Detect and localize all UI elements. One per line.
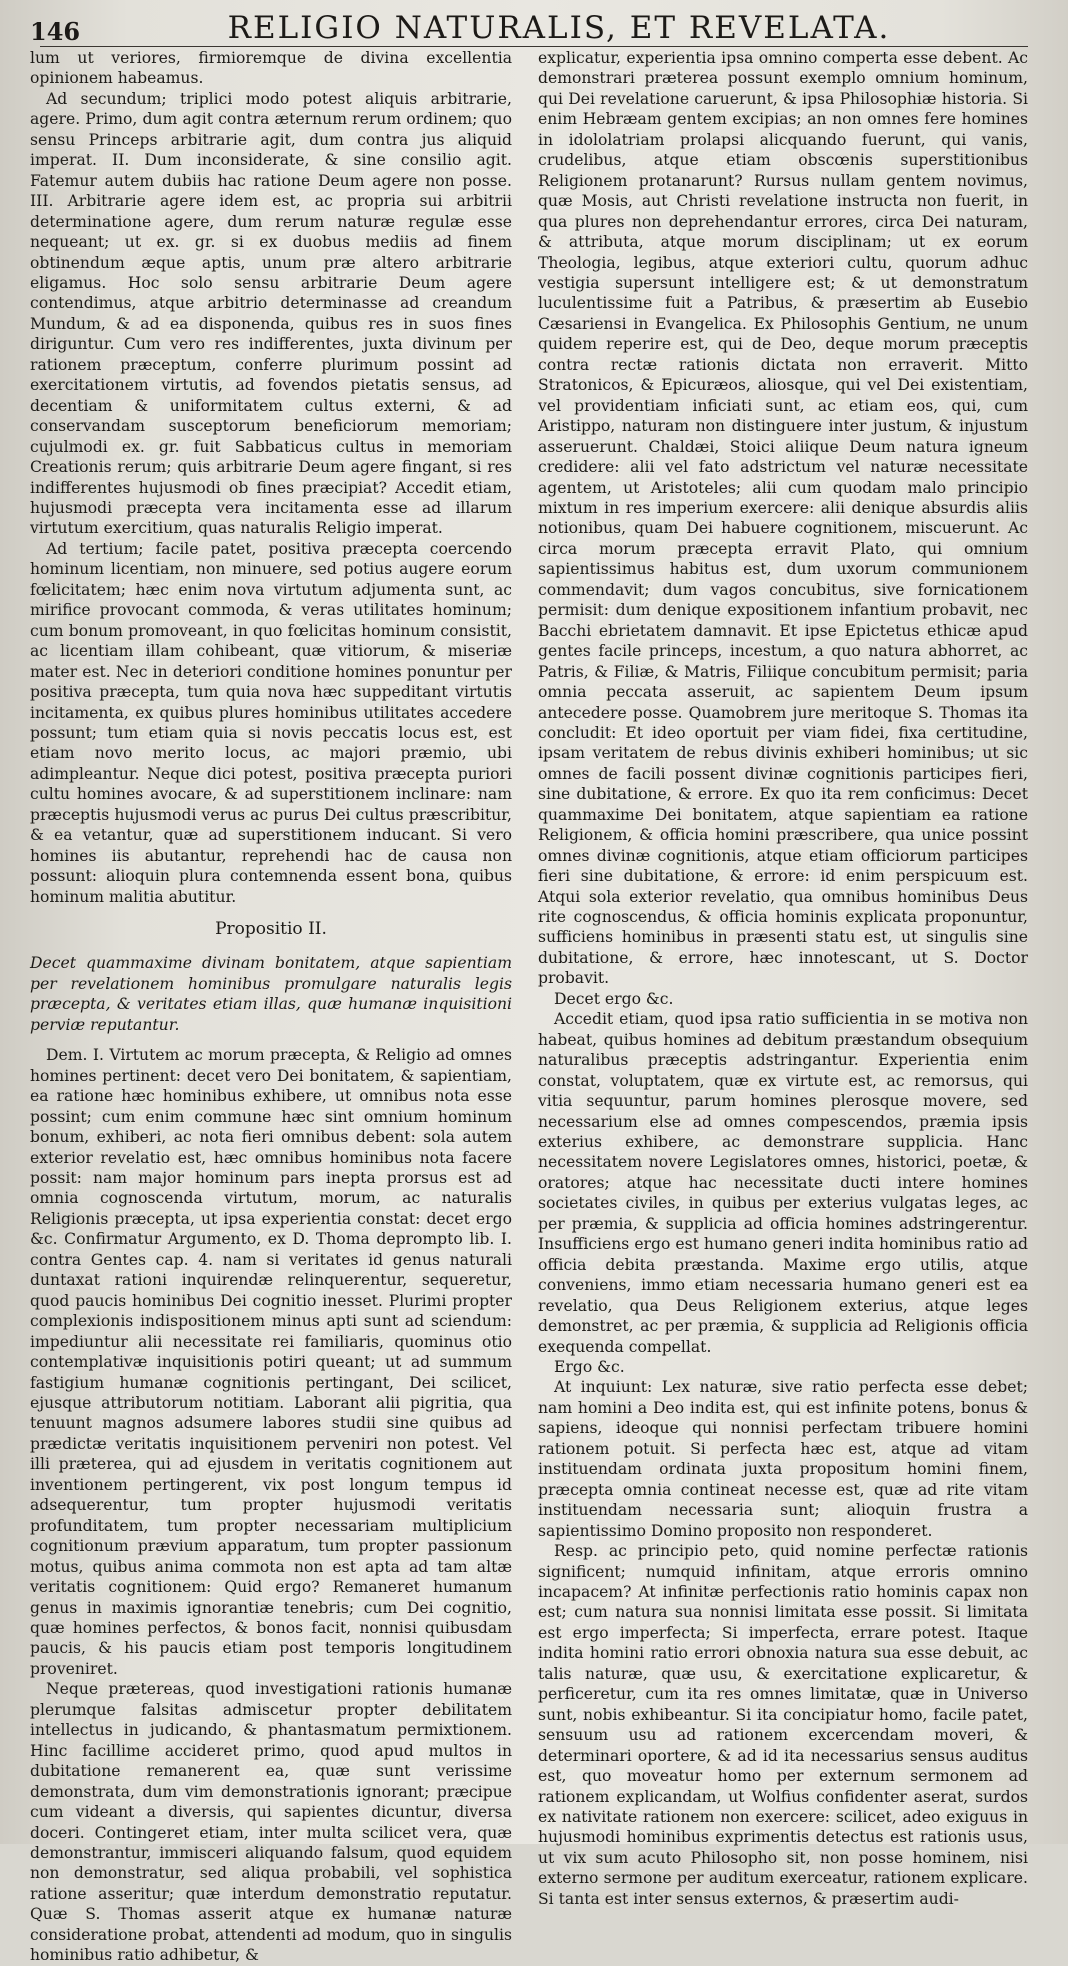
page-header — [30, 4, 1028, 46]
paragraph: At inquiunt: Lex naturæ, sive ratio perfecta esse debet; nam homini a Deo indita est, qui est infinite potens, bonus & sapiens, ideoque qui nonnisi perfectam tribuere homini rationem potuit. Si perfecta hæc est, atque ad vitam instituendam ordinata juxta propositum homini finem, præcepta omnia contineat necesse est, quæ ad rite vitam instituendam necessaria sunt; alioquin frustra a sapientissimo Domino proposito non responderet. — [538, 1378, 1028, 1540]
right-column — [538, 48, 1028, 1909]
paragraph: lum ut veriores, firmioremque de divina excellentia opinionem habeamus. — [30, 49, 512, 88]
paragraph: Ad secundum; triplici modo potest aliquis arbitrarie, agere. Primo, dum agit contra æternum rerum ordinem; quo sensu Princeps arbitrarie agit, dum contra jus aliquid imperat. II. Dum inconsiderate, & sine consilio agit. Fatemur autem dubiis hac ratione Deum agere non posse. III. Arbitrarie agere idem est, ac propria sui arbitrii determinatione agere, dum rerum naturæ regulæ esse nequeant; ut ex. gr. si ex duobus mediis ad finem obtinendum æque aptis, unum præ altero arbitrarie eligamus. Hoc solo sensu arbitrarie Deum agere contendimus, atque arbitrio determinasse ad creandum Mundum, & ad ea disponenda, quibus res in suos fines diriguntur. Cum vero res indifferentes, juxta divinum per rationem præceptum, conferre plurimum possint ad exercitationem virtutis, ad fovendos pietatis sensus, ad decentiam & uniformitatem cultus externi, & ad conservandam susceptorum beneficiorum memoriam; cujulmodi ex. gr. fuit Sabbaticus cultus in memoriam Creationis rerum; quis arbitrarie Deum agere fingant, si res indifferentes hujusmodi ob fines præcipiat? Accedit etiam, hujusmodi præcepta vera incitamenta esse ad illarum virtutum exercitium, quas naturalis Religio imperat. — [30, 89, 512, 538]
paragraph: Neque prætereas, quod investigationi rationis humanæ plerumque falsitas admiscetur propter debilitatem intellectus in judicando, & phantasmatum permixtionem. Hinc facillime accideret primo, quod apud multos in dubitatione remanerent ea, quæ sunt verissime demonstrata, dum vim demonstrationis ignorant; præcipue cum videant a diversis, qui sapientes dicuntur, diversa doceri. Contingeret etiam, inter multa scilicet vera, quæ demonstrantur, immisceri aliquando falsum, quod equidem non demonstratur, sed aliqua probabili, vel sophistica ratione asseritur; quæ interdum demonstratio reputatur. Quæ S. Thomas asserit atque ex humanæ naturæ consideratione probat, attendenti ad modum, quo in singulis hominibus ratio adhibetur, & — [30, 1680, 512, 1965]
paragraph: explicatur, experientia ipsa omnino comperta esse debent. Ac demonstrari præterea possunt exemplo omnium hominum, qui Dei revelatione caruerunt, & ipsa Philosophiæ historia. Si enim Hebræam gentem excipias; an non omnes fere homines in idololatriam prolapsi alicquando fuerunt, qui vanis, crudelibus, atque etiam obscœnis superstitionibus Religionem protanarunt? Rursus nullam gentem novimus, quæ Mosis, aut Christi revelatione instructa non fuerit, in qua plures non deprehendantur errores, circa Dei naturam, & attributa, atque morum disciplinam; ut ex eorum Theologia, legibus, atque exteriori cultu, quorum adhuc vestigia supersunt intelligere est; & ut demonstratum luculentissime fuit a Patribus, & præsertim ab Eusebio Cæsariensi in Evangelica. Ex Philosophis Gentium, ne unum quidem reperire est, qui de Deo, deque morum præceptis contra rectæ rationis dictata non erraverit. Mitto Stratonicos, & Epicuræos, aliosque, qui vel Dei existentiam, vel providentiam inficiati sunt, ac etiam eos, qui, cum Aristippo, naturam non distinguere inter justum, & injustum asseruerunt. Chaldæi, Stoici aliique Deum natura igneum credidere: alii vel fato adstrictum vel naturæ necessitate agentem, ut Aristoteles; alii cum quodam malo principio mixtum in res imperium exercere: alii denique absurdis aliis notionibus, quam Dei habuere cognitionem, miscuerunt. Ac circa morum præcepta erravit Plato, qui omnium sapientissimus habitus est, dum uxorum communionem commendavit; dum vagos concubitus, sive fornicationem permisit: dum denique expositionem infantium probavit, nec Bacchi ebrietatem damnavit. Et ipse Epictetus ethicæ apud gentes facile princeps, incestum, a quo natura abhorret, ac Patris, & Filiæ, & Matris, Filiique concubitum permisit; paria omnia peccata asseruit, ac sapientem Deum ipsum antecedere posse. Quamobrem jure meritoque S. Thomas ita concludit: Et ideo oportuit per viam fidei, fixa certitudine, ipsam veritatem de rebus divinis exhiberi hominibus; ut sic omnes de facili possent divinæ cognitionis participes fieri, sine dubitatione, & errore. Ex quo ita rem conficimus: Decet quammaxime Dei bonitatem, atque sapientiam ea ratione Religionem, & officia homini præscribere, qua unice possint omnes divinæ cognitionis, atque etiam officiorum participes fieri sine dubitatione, & errore: id enim perspicuum est. Atqui sola exterior revelatio, qua omnibus hominibus Deus rite cognoscendus, & officia hominis explicata proponuntur, sufficiens hominibus in præsenti statu est, ut singulis sine dubitatione, & errore, hæc innotescant, ut S. Doctor probavit. — [538, 49, 1028, 988]
section-heading: Propositio II. — [215, 919, 327, 940]
page-number: 146 — [30, 17, 81, 46]
paragraph: Resp. ac principio peto, quid nomine perfectæ rationis significent; numquid infinitam, atque erroris omnino incapacem? At infinitæ perfectionis ratio hominis capax non est; cum natura sua nonnisi limitata esse possit. Si limitata est ergo imperfecta; Si imperfecta, errare potest. Itaque indita homini ratio errori obnoxia natura sua esse debuit, ac talis naturæ, quæ usu, & exercitatione explicaretur, & perficeretur, cum ita res omnes limitatæ, quæ in Universo sunt, nobis exhibeantur. Si ita concipiatur homo, facile patet, sensuum usu ad rationem excercendam moveri, & determinari oportere, & ad id ita necessarius sensus auditus est, quo moveatur homo per externum sermonem ad rationem explicandam, ut Wolfius confidenter aserat, surdos ex nativitate rationem non exercere: scilicet, adeo exiguus in hujusmodi hominibus exprimentis detectus est rationis usus, ut vix sum acuto Philosopho sit, non posse hominem, nisi externo sermone per auditum exerceatur, rationem explicare. Si tanta est inter sensus externos, & præsertim audi- — [538, 1542, 1028, 1908]
header-rule — [40, 46, 1028, 47]
paragraph: Accedit etiam, quod ipsa ratio sufficientia in se motiva non habeat, quibus homines ad debitum præstandum obsequium naturalibus præceptis adstringantur. Experientia enim constat, voluptatem, quæ ex virtute est, ac remorsus, qui vitia sequuntur, parum homines plerosque movere, sed necessarium else ad omnes compescendos, præmia ipsis exterius exhibere, ac demonstrare supplicia. Hanc necessitatem novere Legislatores omnes, historici, poetæ, & oratores; atque hac necessitate ducti intere homines societates civiles, in quibus per exterius vulgatas leges, ac per præmia, & supplicia ad officia homines adstringerentur. Insufficiens ergo est humano generi indita hominibus ratio ad officia debita præstanda. Maxime ergo utilis, atque conveniens, immo etiam necessaria humano generi est ea revelatio, qua Deus Religionem exterius, atque leges demonstret, ac per præmia, & supplicia ad Religionis officia exequenda compellat. — [538, 1010, 1028, 1356]
paragraph: Ergo &c. — [554, 1358, 625, 1376]
paragraph: Decet ergo &c. — [554, 989, 674, 1008]
proposition-statement: Decet quammaxime divinam bonitatem, atque sapientiam per revelationem hominibus promulgare naturalis legis præcepta, & veritates etiam illas, quæ humanæ inquisitioni perviæ reputantur. — [30, 954, 512, 1034]
left-column — [30, 48, 512, 1966]
running-title: RELIGIO NATURALIS, ET REVELATA. — [227, 10, 891, 46]
paragraph: Dem. I. Virtutem ac morum præcepta, & Religio ad omnes homines pertinent: decet vero Dei bonitatem, & sapientiam, ea ratione hæc hominibus exhibere, ut omnibus nota esse possint; cum enim commune hæc sint omnium hominum bonum, exhiberi, ac nota fieri omnibus debent: sola autem exterior revelatio est, hæc omnibus hominibus nota facere possit: nam major hominum pars inepta prorsus est ad omnia cognoscenda virtutum, morum, ac naturalis Religionis præcepta, ut ipsa experientia constat: decet ergo &c. Confirmatur Argumento, ex D. Thoma deprompto lib. I. contra Gentes cap. 4. nam si veritates id genus naturali duntaxat rationi inquirendæ relinquerentur, sequeretur, quod paucis hominibus Dei cognitio inesset. Plurimi propter complexionis indispositionem minus apti sunt ad sciendum: impediuntur alii necessitate rei familiaris, quominus otio contemplativæ inquisitionis potiri queant; ut ad summum fastigium humanæ cognitionis pertingant, Dei scilicet, ejusque attributorum notitiam. Laborant alii pigritia, qua tenuunt magnos adsumere labores studii sine quibus ad prædictæ veritatis inquisitionem perveniri non potest. Vel illi præterea, qui ad ejusdem in veritatis cognitionem aut inventionem pertingerent, vix post longum tempus id adsequerentur, tum propter hujusmodi veritatis profunditatem, tum propter necessariam multiplicium cognitionum prævium apparatum, tum propter passionum motus, quibus anima commota non est apta ad tam altæ veritatis cognitionem: Quid ergo? Remaneret humanum genus in maximis ignorantiæ tenebris; cum Dei cognitio, quæ homines perfectos, & bonos facit, nonnisi quibusdam paucis, & his paucis etiam post temporis longitudinem proveniret. — [30, 1046, 512, 1678]
paragraph: Ad tertium; facile patet, positiva præcepta coercendo hominum licentiam, non minuere, sed potius augere eorum fœlicitatem; hæc enim nova virtutum adjumenta sunt, ac mirifice provocant commoda, & veras utilitates hominum; cum bonum promoveant, in quo fœlicitas hominum consistit, ac licentiam illam cohibeant, quæ vitiorum, & miseriæ mater est. Nec in deteriori conditione homines ponuntur per positiva præcepta, tum quia nova hæc suppeditant virtutis incitamenta, ex quibus plures hominibus utilitates accedere possunt; tum etiam quia si novis peccatis locus est, est etiam novo merito locus, ac majori præmio, ubi adimpleantur. Neque dici potest, positiva præcepta puriori cultu homines avocare, & ad superstitionem inclinare: nam præceptis hujusmodi verus ac purus Dei cultus præscribitur, & ea vetantur, quæ ad superstitionem inducant. Si vero homines iis abutantur, reprehendi hac de causa non possunt: alioquin plura contemnenda essent bona, quibus hominum malitia abutitur. — [30, 539, 512, 906]
